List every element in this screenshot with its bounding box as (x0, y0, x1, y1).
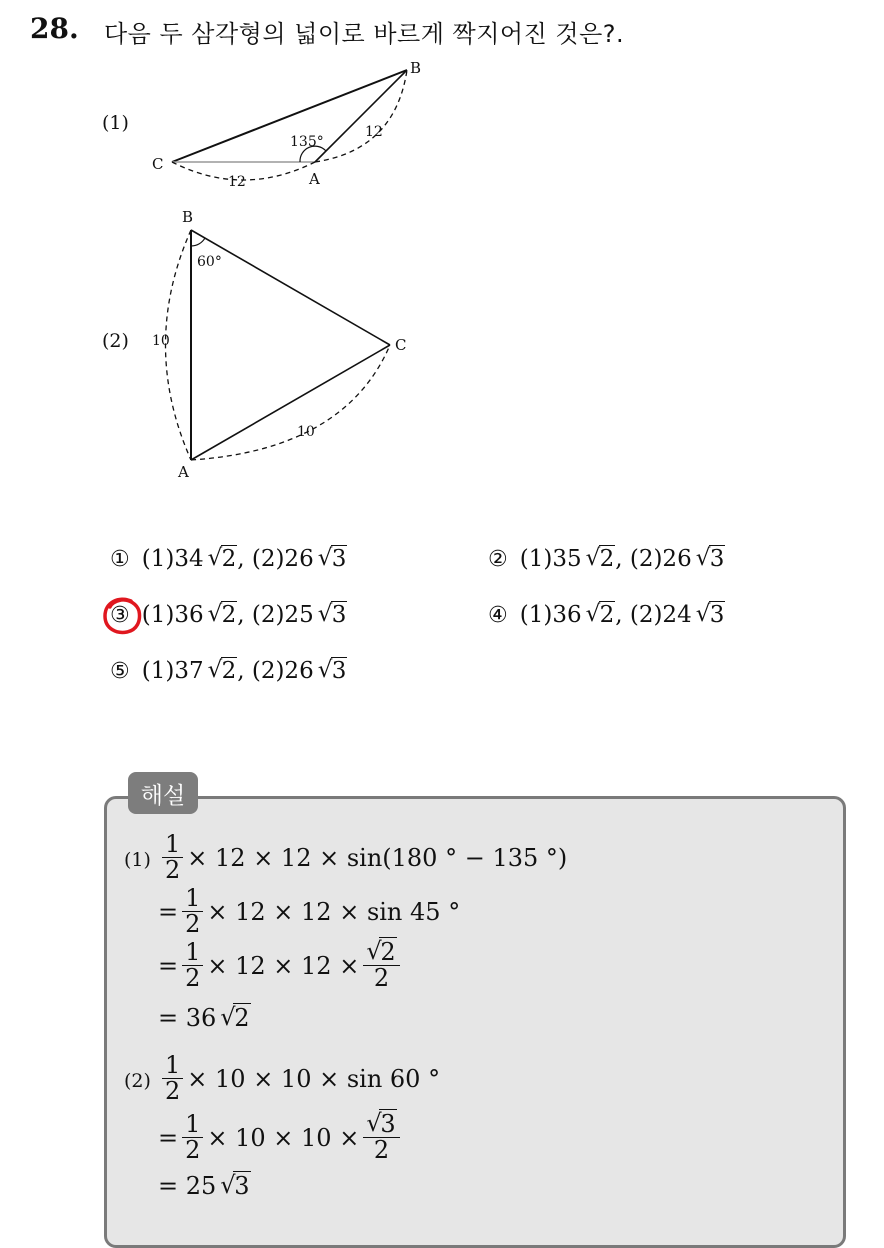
question-text: 다음 두 삼각형의 넓이로 바르게 짝지어진 것은?. (104, 20, 625, 48)
choice-2[interactable] (488, 546, 725, 572)
vertex-c-label: C (395, 336, 407, 354)
expression: × 12 × 12 × sin 45 ° (207, 897, 461, 926)
figure1-label: (1) (102, 112, 129, 134)
solution-part2-label: (2) (124, 1070, 151, 1092)
radicand: 2 (221, 546, 237, 572)
angle-label: 135° (290, 134, 324, 150)
sqrt-symbol (208, 602, 238, 628)
sqrt-symbol (318, 546, 348, 572)
radicand: 3 (709, 546, 725, 572)
vertex-b-label: B (182, 208, 194, 226)
side-ab-length: 10 (152, 333, 170, 349)
side-ca-length: 12 (228, 174, 246, 190)
expression: × 12 × 12 × (207, 951, 360, 980)
side-bc (191, 230, 390, 345)
sqrt-symbol (696, 602, 726, 628)
triangle-2 (152, 208, 406, 481)
side-ac (191, 345, 390, 460)
choice-part2: , (2)26 (615, 546, 692, 572)
choice-part1: (1)35 (519, 546, 582, 572)
figure2-label: (2) (102, 330, 129, 352)
solution-p2-line1 (158, 1053, 440, 1104)
angle-arc-b (191, 238, 205, 246)
sqrt-symbol (208, 546, 238, 572)
vertex-b-label: B (410, 59, 422, 77)
fraction-half: $\frac{1}{2}$ (162, 1053, 183, 1104)
choice-part2: , (2)26 (237, 546, 314, 572)
solution-p2-line3 (158, 1172, 251, 1200)
expression: = 36 (158, 1004, 217, 1032)
sqrt-symbol (318, 602, 348, 628)
fraction-half: $\frac{1}{2}$ (182, 1112, 203, 1163)
solution-p1-line4 (158, 1004, 251, 1032)
equals-sign: = (158, 951, 179, 980)
radicand: 3 (709, 602, 725, 628)
choice-5[interactable] (110, 658, 347, 684)
choice-number: ⑤ (110, 659, 130, 684)
question-number: 28. (30, 12, 79, 45)
solution-p1-line2 (158, 886, 460, 937)
choice-number: ③ (110, 603, 130, 628)
solution-p1-line1 (158, 832, 567, 883)
solution-tag: 해설 (128, 772, 198, 814)
fraction-half: $\frac{1}{2}$ (182, 940, 203, 991)
fraction-sqrt3-over-2: √ $\frac{3}{2}$ (363, 1112, 399, 1163)
vertex-a-label: A (178, 463, 189, 481)
answer-mark-circle (101, 596, 143, 636)
radicand: 2 (221, 658, 237, 684)
fraction-half: $\frac{1}{2}$ (182, 886, 203, 937)
expression: × 12 × 12 × sin(180 ° − 135 °) (187, 843, 568, 872)
solution-p1-line3 (158, 940, 404, 991)
side-ab (315, 70, 407, 162)
choice-part1: (1)37 (141, 658, 204, 684)
sqrt-symbol: √ 3 (220, 1172, 250, 1200)
sqrt-symbol (586, 602, 616, 628)
vertex-a-label: A (309, 170, 320, 188)
radicand: 2 (221, 602, 237, 628)
choice-part1: (1)36 (141, 602, 204, 628)
side-ac-length: 10 (297, 424, 315, 440)
sqrt-symbol: √ 2 (220, 1004, 250, 1032)
sqrt-symbol (208, 658, 238, 684)
radicand: 3 (331, 658, 347, 684)
sqrt-symbol (318, 658, 348, 684)
fraction-half: $\frac{1}{2}$ (162, 832, 183, 883)
choice-number: ① (110, 547, 130, 572)
sqrt-symbol (696, 546, 726, 572)
expression: × 10 × 10 × (207, 1123, 360, 1152)
choice-4[interactable] (488, 602, 725, 628)
choice-number: ④ (488, 603, 508, 628)
radicand: 3 (331, 546, 347, 572)
triangle-figures (0, 0, 884, 500)
fraction-sqrt2-over-2: √ $\frac{2}{2}$ (363, 940, 399, 991)
choice-part1: (1)34 (141, 546, 204, 572)
choice-part2: , (2)24 (615, 602, 692, 628)
radicand: 3 (331, 602, 347, 628)
choice-1[interactable] (110, 546, 347, 572)
equals-sign: = (158, 897, 179, 926)
expression: = 25 (158, 1172, 217, 1200)
radicand: 2 (599, 546, 615, 572)
solution-part1-label: (1) (124, 849, 151, 871)
sqrt-symbol (586, 546, 616, 572)
angle-label: 60° (197, 254, 222, 270)
choice-3[interactable] (110, 602, 347, 628)
expression: × 10 × 10 × sin 60 ° (187, 1064, 441, 1093)
solution-p2-line2 (158, 1112, 404, 1163)
choice-part1: (1)36 (519, 602, 582, 628)
choice-number: ② (488, 547, 508, 572)
choice-part2: , (2)25 (237, 602, 314, 628)
equals-sign: = (158, 1123, 179, 1152)
choice-part2: , (2)26 (237, 658, 314, 684)
radicand: 2 (599, 602, 615, 628)
side-ab-length: 12 (365, 124, 383, 140)
vertex-c-label: C (152, 155, 164, 173)
triangle-1 (152, 59, 421, 190)
